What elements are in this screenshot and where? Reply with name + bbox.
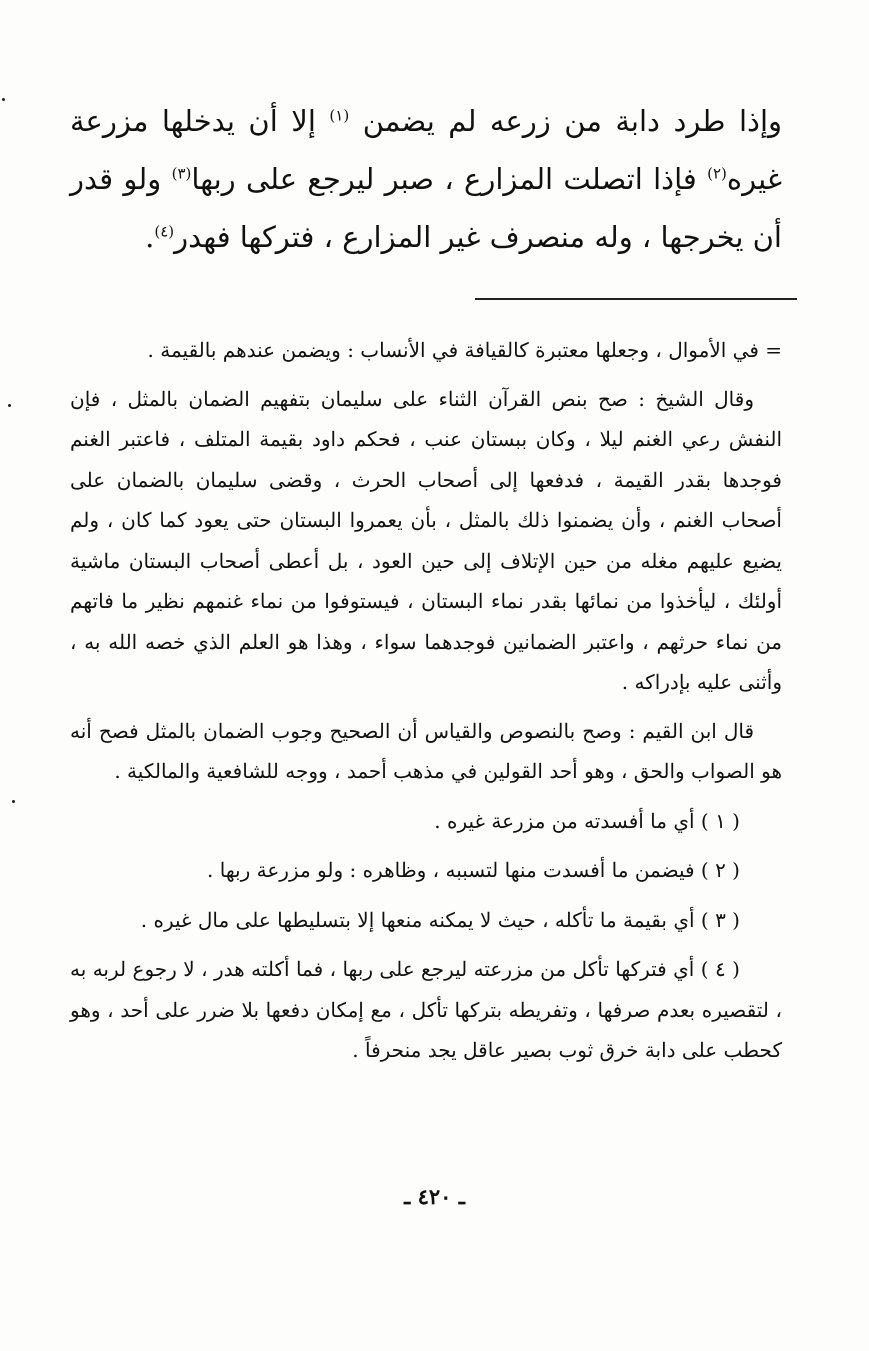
footnote-2: ( ٢ ) فيضمن ما أفسدت منها لتسببه ، وظاهره : ولو مزرعة ربها .	[207, 858, 740, 882]
footnote-ref-4: (٤)	[154, 222, 175, 241]
main-text-part-3: فإذا اتصلت المزارع ، صبر ليرجع على ربها	[191, 162, 697, 196]
main-text-part-2: إلا أن يدخلها مزرعة غيره	[70, 104, 783, 196]
footnote-ref-3: (٣)	[171, 164, 192, 183]
footnote-separator	[475, 298, 797, 300]
note-sheikh: وقال الشيخ : صح بنص القرآن الثناء على سليمان بتفهيم الضمان بالمثل ، فإن النفش رعي الغنم ليلا ، وكان ببستان عنب ، فحكم داود بقيمة المتلف ، فاعتبر الغنم فوجدها بقدر القيمة ، فدفعها إلى أصحاب الحرث ، وقضى سليمان بالضمان على أصحاب الغنم ، وأن يضمنوا ذلك بالمثل ، بأن يعمروا البستان حتى يعود كما كان ، ولم يضيع عليهم مغله من حين الإتلاف إلى حين العود ، بل أعطى أصحاب البستان ماشية أولئك ، ليأخذوا من نمائها بقدر نماء البستان ، فيستوفوا من نماء غنمهم نظير ما فاتهم من نماء حرثهم ، واعتبر الضمانين فوجدهما سواء ، وهذا هو العلم الذي خصه الله به ، وأثنى عليه بإدراكه .	[70, 386, 782, 694]
note-continuation: = في الأموال ، وجعلها معتبرة كالقيافة في الأنساب : ويضمن عندهم بالقيمة .	[147, 338, 782, 362]
footnote-3: ( ٣ ) أي بقيمة ما تأكله ، حيث لا يمكنه منعها إلا بتسليطها على مال غيره .	[140, 907, 740, 932]
footnote-4: ( ٤ ) أي فتركها تأكل من مزرعته ليرجع على ربها ، فما أكلته هدر ، لا رجوع لربه به ، لتقصيره بعدم صرفها ، وتفريطه بتركها تأكل ، مع إمكان دفعها بلا ضرر على أحد ، وهو كحطب على دابة خرق ثوب بصير عاقل يجد منحرفاً .	[70, 957, 782, 1062]
scan-speck	[12, 800, 15, 803]
main-paragraph	[70, 92, 782, 266]
main-text-end: .	[145, 220, 155, 254]
main-text	[70, 92, 782, 266]
footnote-ref-1: (١)	[329, 106, 350, 125]
footnotes-section	[70, 330, 782, 1071]
main-text-part-4: ولو قدر أن يخرجها ، وله منصرف غير المزارع ، فتركها فهدر	[70, 162, 782, 254]
footnote-ref-2: (٢)	[707, 164, 727, 183]
scan-speck	[8, 404, 11, 407]
note-ibn-qayyim: قال ابن القيم : وصح بالنصوص والقياس أن الصحيح وجوب الضمان بالمثل فصح أنه هو الصواب والحق ، وهو أحد القولين في مذهب أحمد ، ووجه للشافعية والمالكية .	[70, 718, 782, 783]
scan-speck	[2, 98, 5, 101]
main-text-part-1: وإذا طرد دابة من زرعه لم يضمن	[362, 104, 783, 138]
page-number: ـ ٤٢٠ ـ	[404, 1184, 465, 1209]
footnote-1: ( ١ ) أي ما أفسدته من مزرعة غيره .	[434, 808, 740, 833]
